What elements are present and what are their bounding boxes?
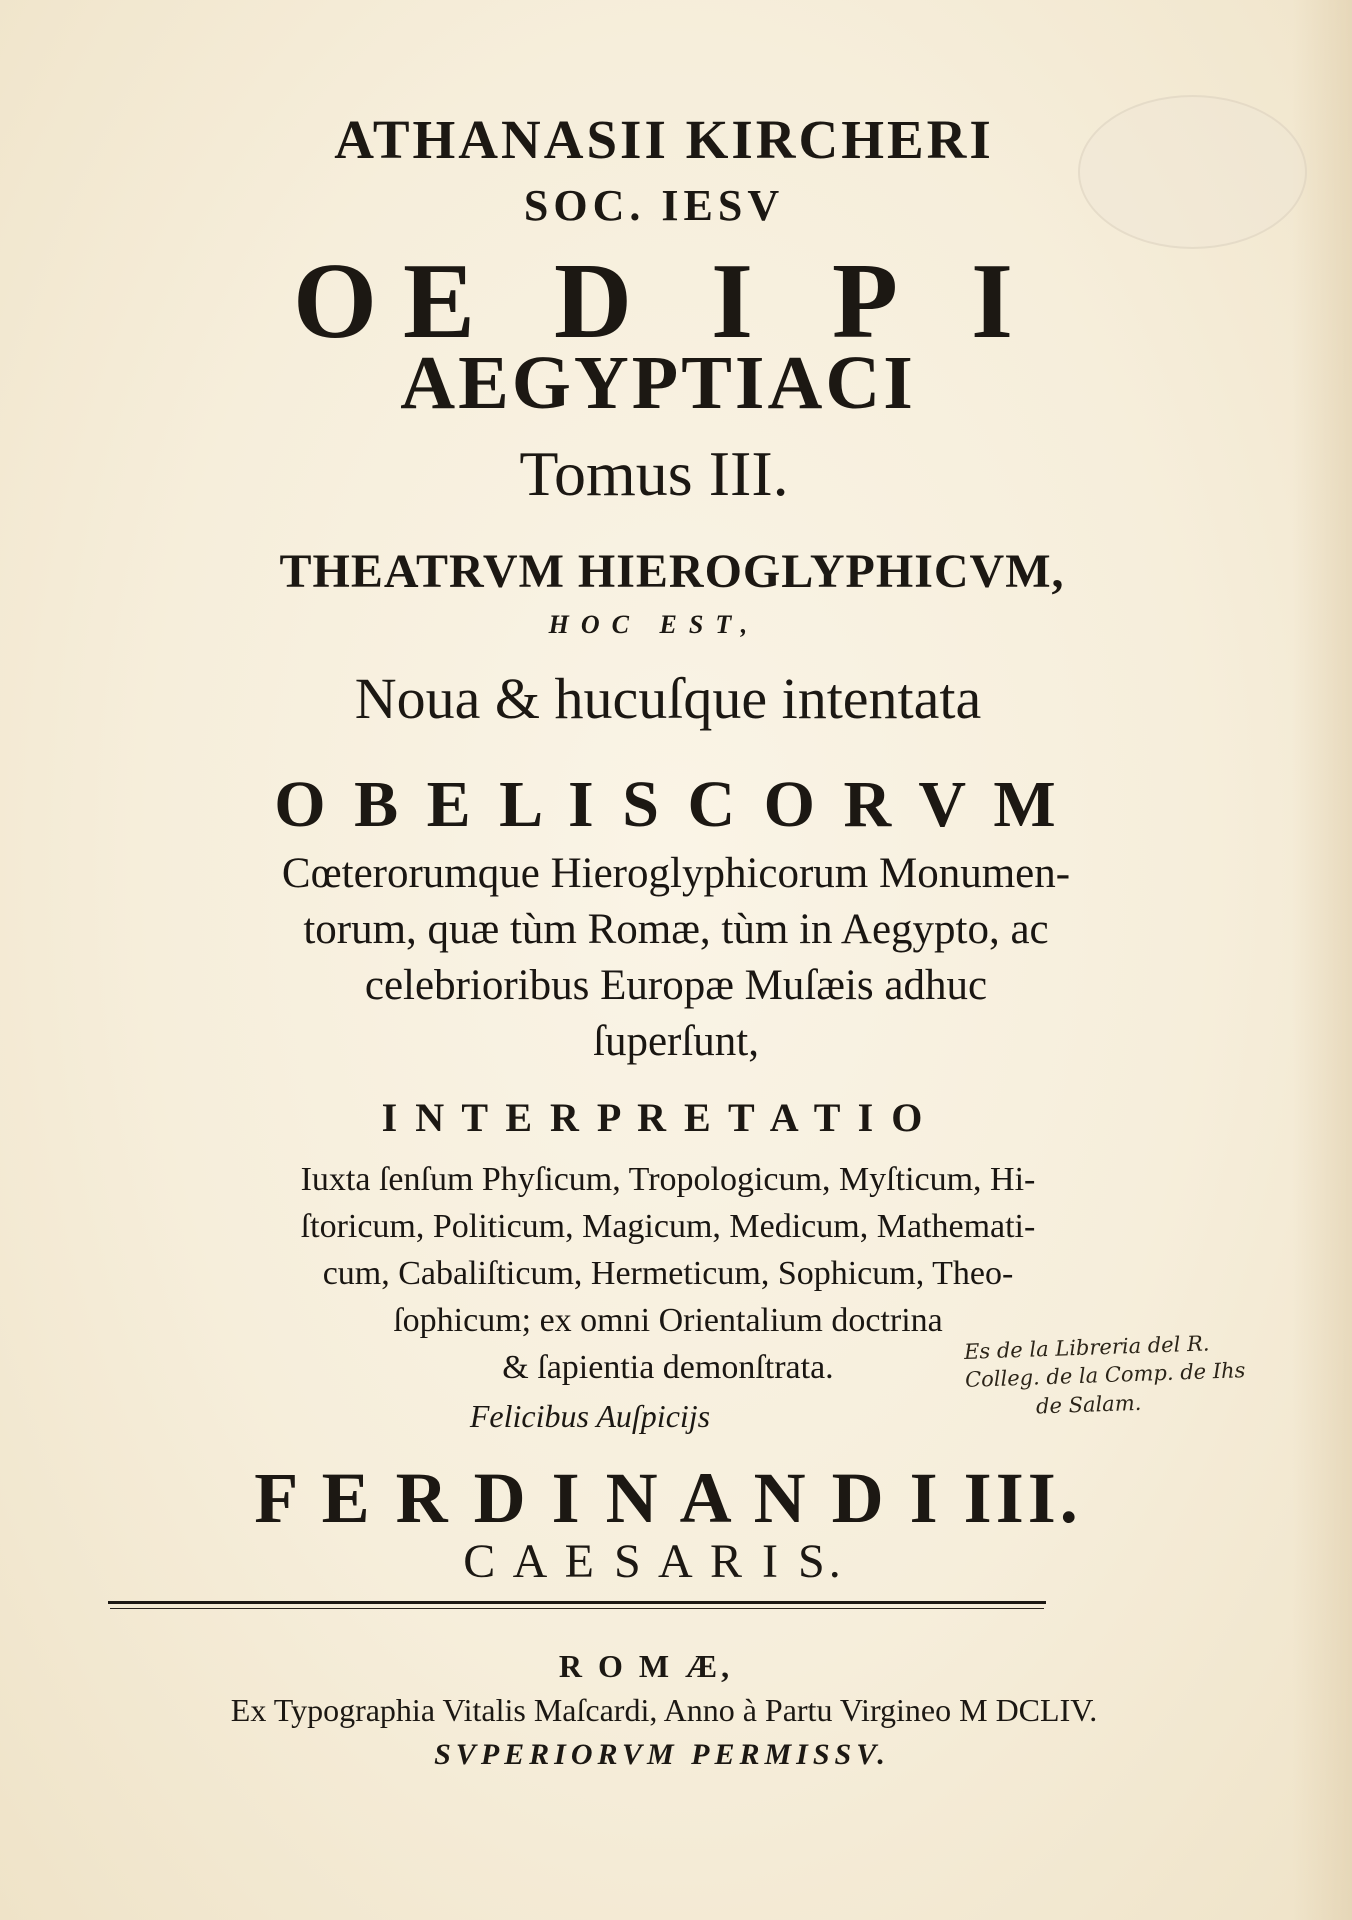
- description-line: torum, quæ tùm Romæ, tùm in Aegypto, ac: [303, 906, 1049, 953]
- dedicatee-name: F E R D I N A N D I III.: [254, 1458, 1082, 1538]
- work-title: OE D I P I: [292, 242, 1040, 361]
- theatrum-heading: THEATRVM HIEROGLYPHICVM,: [279, 545, 1065, 598]
- author-name: ATHANASII KIRCHERI: [334, 109, 994, 170]
- handwritten-line: Colleg. de la Comp. de Ihs: [964, 1358, 1246, 1393]
- interpretatio-heading: I N T E R P R E T A T I O: [381, 1095, 927, 1140]
- volume-label: Tomus III.: [519, 438, 789, 509]
- horizontal-rule-thin: [110, 1608, 1044, 1609]
- nova-line: Noua & hucuſque intentata: [354, 666, 982, 731]
- dedicatee-title: C A E S A R I S.: [463, 1535, 845, 1588]
- imprint-printer: Ex Typographia Vitalis Maſcardi, Anno à Partu Virgineo M DCLIV.: [230, 1692, 1098, 1728]
- auspices-line: Felicibus Auſpicijs: [469, 1398, 711, 1434]
- sense-line: ſtoricum, Politicum, Magicum, Medicum, Mathemati-: [300, 1208, 1036, 1245]
- handwritten-ownership-note: [964, 1326, 1307, 1423]
- handwritten-line: de Salam.: [1035, 1390, 1142, 1419]
- hoc-est-label: HOC EST,: [548, 610, 760, 639]
- imprint-permission: SVPERIORVM PERMISSV.: [434, 1738, 890, 1771]
- imprint-place: R O M Æ,: [558, 1648, 734, 1684]
- description-line: celebrioribus Europæ Muſæis adhuc: [364, 962, 988, 1009]
- handwritten-line: Es de la Libreria del R.: [963, 1331, 1210, 1364]
- description-line: Cœterorumque Hieroglyphicorum Monumen-: [281, 850, 1071, 897]
- description-line: ſuperſunt,: [593, 1018, 759, 1065]
- description-block: [0, 852, 1352, 1076]
- horizontal-rule: [108, 1601, 1046, 1604]
- society-line: SOC. IESV: [523, 181, 785, 230]
- obeliscorum-heading: O B E L I S C O R V M: [274, 768, 1062, 841]
- sense-line: cum, Cabaliſticum, Hermeticum, Sophicum, Theo-: [322, 1255, 1014, 1292]
- sense-line: Iuxta ſenſum Phyſicum, Tropologicum, Myſticum, Hi-: [300, 1161, 1036, 1198]
- work-subtitle: AEGYPTIACI: [400, 341, 916, 425]
- sense-line: & ſapientia demonſtrata.: [502, 1349, 834, 1386]
- sense-line: ſophicum; ex omni Orientalium doctrina: [393, 1302, 943, 1339]
